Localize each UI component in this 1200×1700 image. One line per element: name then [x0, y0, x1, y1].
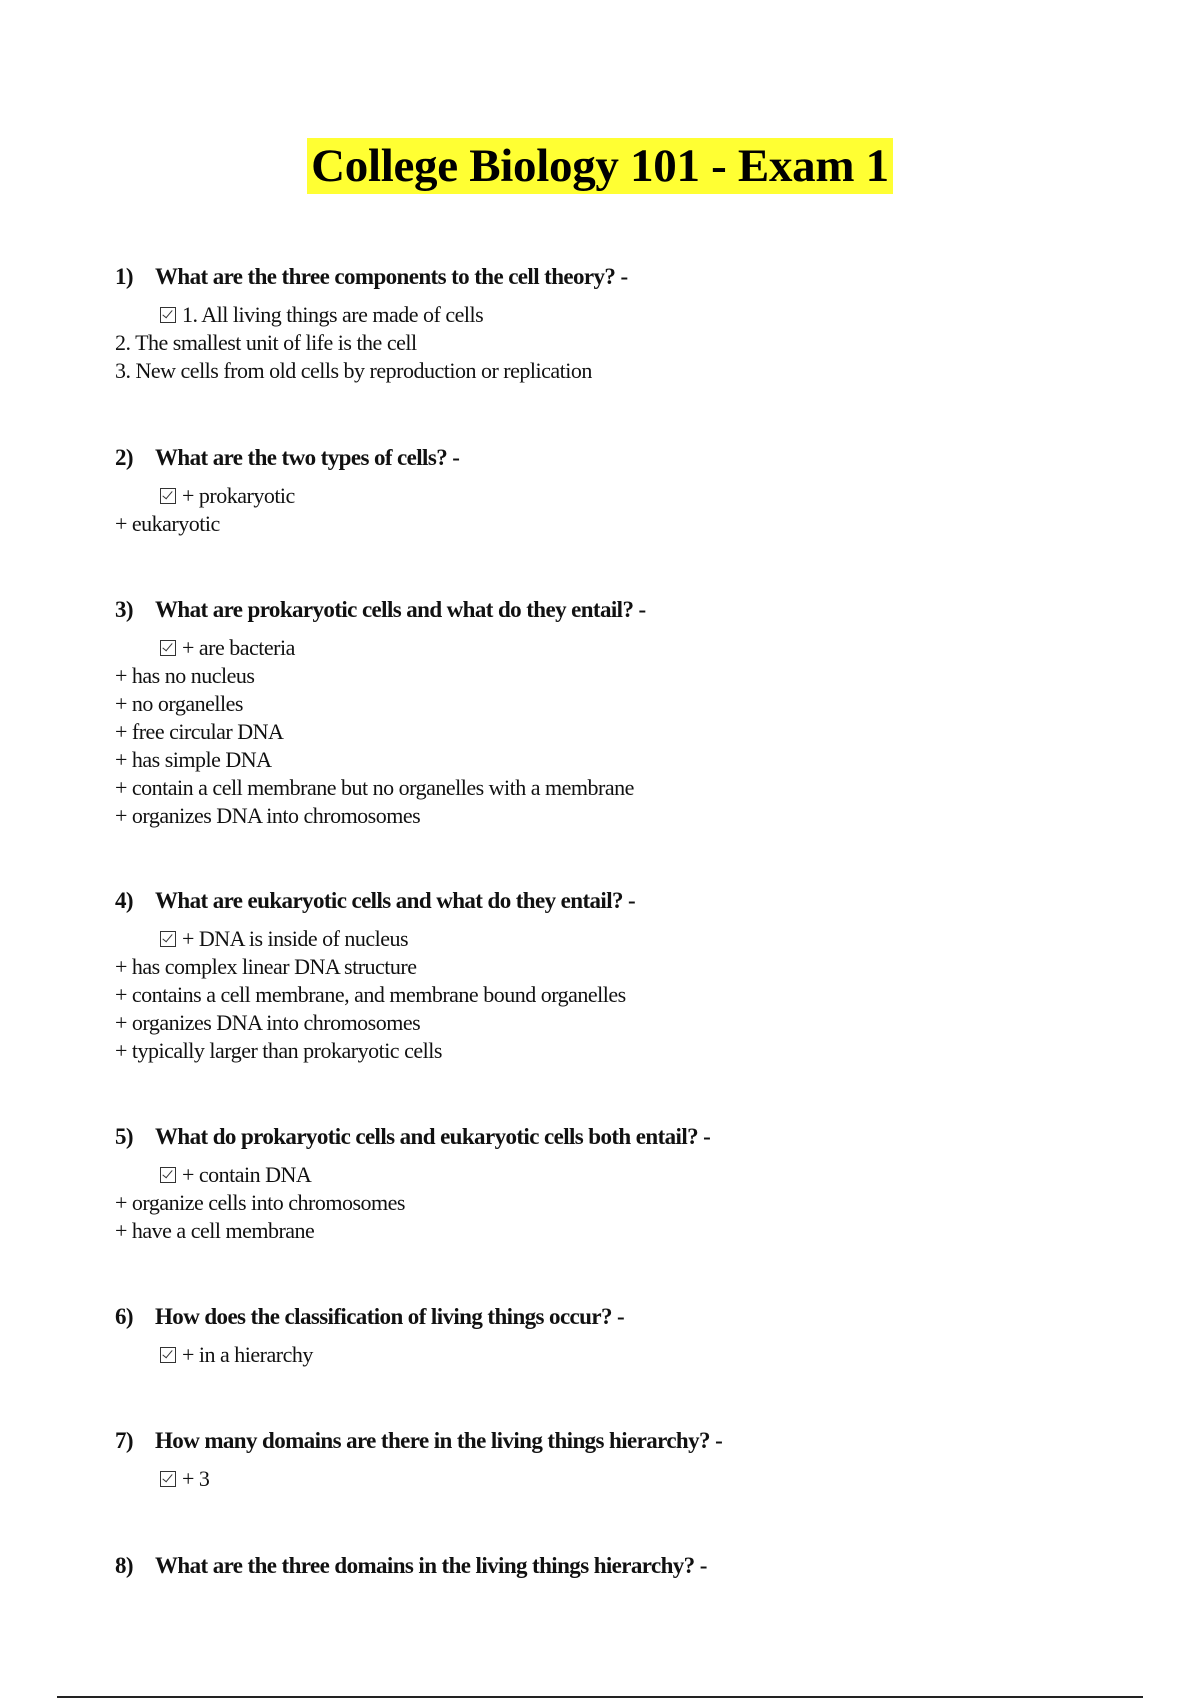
answer-line: + organizes DNA into chromosomes — [115, 1010, 421, 1035]
answer-text: + in a hierarchy — [182, 1342, 313, 1367]
answer-text: 1. All living things are made of cells — [182, 302, 484, 327]
question-header — [115, 887, 1115, 915]
question-header — [115, 596, 1115, 624]
question-text: What are the three components to the cell theory? - — [155, 264, 628, 289]
question-6 — [115, 1303, 1115, 1369]
question-number: 8) — [115, 1553, 133, 1578]
title-wrap — [0, 138, 1200, 194]
answer-text: + DNA is inside of nucleus — [182, 926, 409, 951]
checkbox-checked-icon — [160, 931, 176, 947]
question-text: What are the three domains in the living things hierarchy? - — [155, 1553, 707, 1578]
checkbox-checked-icon — [160, 1167, 176, 1183]
question-text: What are the two types of cells? - — [155, 445, 460, 470]
answer-line: + has complex linear DNA structure — [115, 954, 417, 979]
question-number: 4) — [115, 888, 133, 913]
answer-line: + contains a cell membrane, and membrane bound organelles — [115, 982, 626, 1007]
question-header — [115, 1427, 1115, 1455]
answer-line: + organize cells into chromosomes — [115, 1190, 405, 1215]
checkbox-checked-icon — [160, 640, 176, 656]
question-number: 6) — [115, 1304, 133, 1329]
checkbox-checked-icon — [160, 307, 176, 323]
answer-text: + are bacteria — [182, 635, 295, 660]
answer-line: + contain a cell membrane but no organelles with a membrane — [115, 775, 634, 800]
question-text: What do prokaryotic cells and eukaryotic cells both entail? - — [155, 1124, 711, 1149]
question-7 — [115, 1427, 1115, 1493]
checkbox-checked-icon — [160, 1347, 176, 1363]
question-2 — [115, 444, 1115, 538]
question-number: 7) — [115, 1428, 133, 1453]
question-header — [115, 263, 1115, 291]
question-number: 5) — [115, 1124, 133, 1149]
question-4 — [115, 887, 1115, 1065]
question-number: 2) — [115, 445, 133, 470]
answer-line — [115, 1465, 1115, 1493]
answer-block — [115, 482, 1115, 538]
page-title: College Biology 101 - Exam 1 — [307, 138, 893, 194]
answer-block — [115, 1465, 1115, 1493]
answer-block — [115, 1341, 1115, 1369]
answer-line: + typically larger than prokaryotic cells — [115, 1038, 442, 1063]
question-1 — [115, 263, 1115, 385]
answer-line: + no organelles — [115, 691, 243, 716]
question-number: 3) — [115, 597, 133, 622]
answer-line — [115, 1161, 1115, 1189]
answer-line: + have a cell membrane — [115, 1218, 315, 1243]
checkbox-checked-icon — [160, 1471, 176, 1487]
answer-line: + free circular DNA — [115, 719, 284, 744]
answer-text: + 3 — [182, 1466, 210, 1491]
checkbox-checked-icon — [160, 488, 176, 504]
answer-line — [115, 1341, 1115, 1369]
answer-line — [115, 925, 1115, 953]
answer-line — [115, 634, 1115, 662]
question-3 — [115, 596, 1115, 830]
answer-line: + has simple DNA — [115, 747, 272, 772]
question-5 — [115, 1123, 1115, 1245]
question-header — [115, 1552, 1115, 1580]
answer-line: 2. The smallest unit of life is the cell — [115, 330, 417, 355]
question-header — [115, 1303, 1115, 1331]
answer-block — [115, 634, 1115, 830]
footer-divider — [57, 1696, 1143, 1698]
answer-line: + has no nucleus — [115, 663, 255, 688]
answer-line — [115, 482, 1115, 510]
answer-block — [115, 925, 1115, 1065]
question-text: What are prokaryotic cells and what do they entail? - — [155, 597, 646, 622]
question-header — [115, 444, 1115, 472]
question-header — [115, 1123, 1115, 1151]
answer-block — [115, 301, 1115, 385]
answer-line: + eukaryotic — [115, 511, 220, 536]
question-number: 1) — [115, 264, 133, 289]
question-8 — [115, 1552, 1115, 1580]
question-text: How many domains are there in the living things hierarchy? - — [155, 1428, 723, 1453]
answer-line: 3. New cells from old cells by reproduction or replication — [115, 358, 592, 383]
answer-line — [115, 301, 1115, 329]
answer-text: + contain DNA — [182, 1162, 312, 1187]
answer-line: + organizes DNA into chromosomes — [115, 803, 421, 828]
answer-block — [115, 1161, 1115, 1245]
answer-text: + prokaryotic — [182, 483, 295, 508]
question-text: What are eukaryotic cells and what do they entail? - — [155, 888, 636, 913]
question-text: How does the classification of living things occur? - — [155, 1304, 625, 1329]
